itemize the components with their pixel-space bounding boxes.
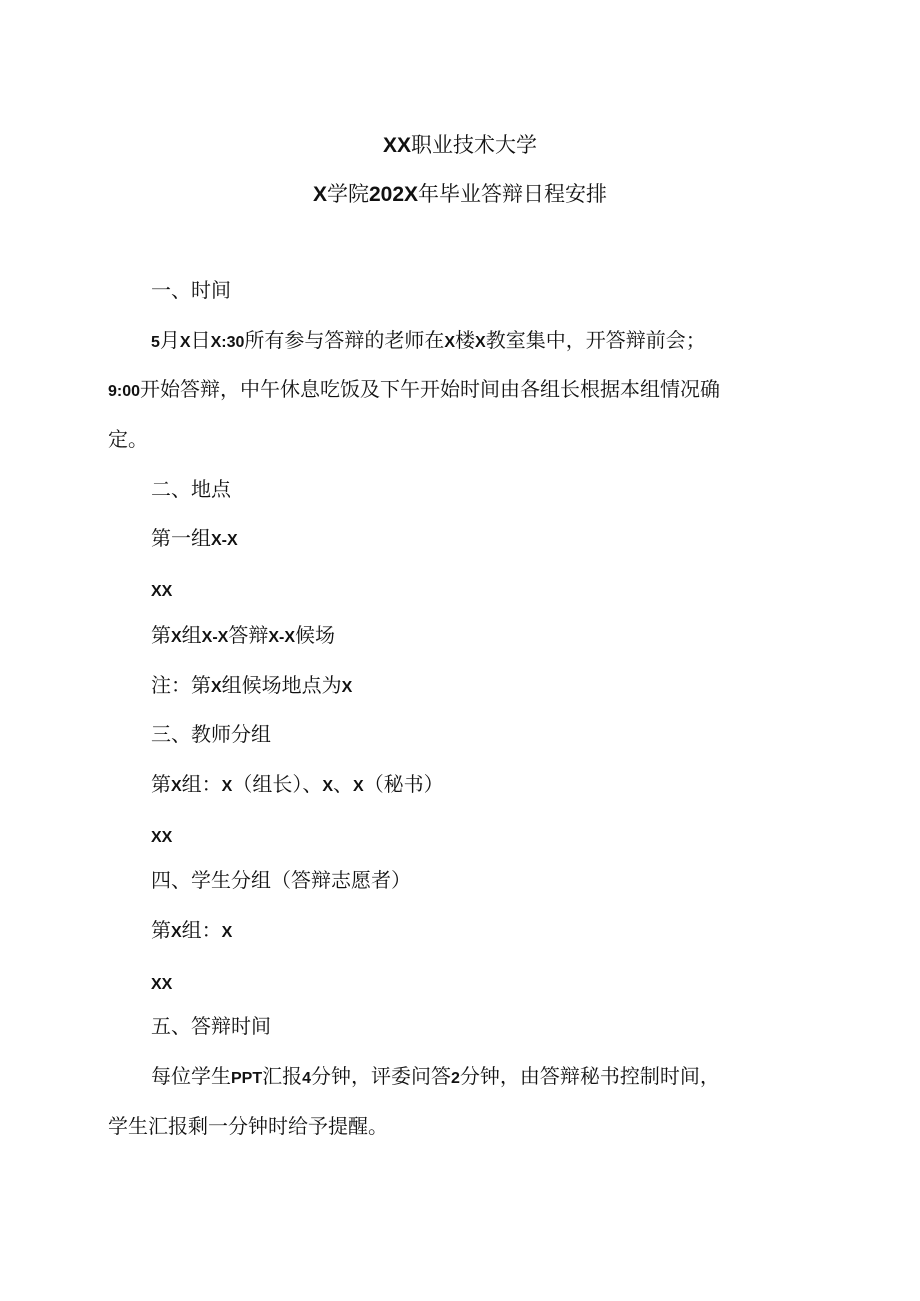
place-placeholder: XX [151,583,173,600]
text-token: X [179,334,191,351]
text-token: 分钟，由答辩秘书控制时间， [459,1064,720,1088]
text-token: 楼 [455,328,476,352]
text-token: X:30 [210,334,245,351]
document-title-line-1 [0,131,920,160]
teachers-placeholder: XX [151,829,173,846]
text-token: X [475,334,486,351]
text-token: X [444,334,456,351]
text-token: 、 [333,772,354,796]
section-time-heading: 一、时间 [151,278,231,302]
document-title-line-2 [0,180,920,209]
duration-paragraph-line-2: 学生汇报剩一分钟时给予提醒。 [108,1114,388,1138]
text-token: 第 [151,772,171,796]
section-students-heading: 四、学生分组（答辩志愿者） [151,868,411,892]
text-token: 9:00 [108,383,141,400]
section-teachers-heading: 三、教师分组 [151,722,271,746]
text-token: 答辩 [228,623,269,647]
text-token: 汇报 [262,1064,303,1088]
text-token: 候场 [295,623,336,647]
text-token: X-X [268,629,296,646]
text-token: 4 [302,1070,312,1087]
student-group-line [151,916,232,947]
text-token: PPT [231,1070,263,1087]
text-token: X [171,924,182,941]
text-token: （秘书） [363,772,444,796]
title-token: 学院 [326,182,369,206]
title-token: X [312,183,327,206]
text-token: 第 [151,623,171,647]
place-group-1 [151,524,238,555]
text-token: X [221,924,233,941]
text-token: 月 [159,328,180,352]
text-token: 第一组 [151,526,211,550]
section-place-heading: 二、地点 [151,477,231,501]
text-token: 2 [451,1070,460,1087]
section-time-paragraph-line-3: 定。 [108,427,148,451]
text-token: 5 [151,334,160,351]
text-token: X-X [201,629,229,646]
text-token: X [353,778,364,795]
text-token: （组长）、 [232,772,323,796]
text-token: 组候场地点为 [221,673,342,697]
text-token: 每位学生 [151,1064,231,1088]
section-duration-heading: 五、答辩时间 [151,1014,271,1038]
teacher-group-line [151,770,444,801]
text-token: 组 [181,623,202,647]
section-time-paragraph-line-1 [151,326,706,357]
students-placeholder: XX [151,976,173,993]
title-token: XX [382,134,411,157]
text-token: X [171,629,182,646]
text-token: X-X [211,532,238,549]
text-token: 日 [190,328,211,352]
place-note [151,671,352,702]
title-token: 职业技术大学 [411,133,537,157]
text-token: 组： [181,918,222,942]
place-group-x [151,621,335,652]
text-token: X [211,679,222,696]
text-token: X [322,778,334,795]
text-token: 第 [151,918,171,942]
title-token: 年毕业答辩日程安排 [418,182,608,206]
duration-paragraph-line-1 [151,1062,720,1093]
text-token: 分钟，评委问答 [311,1064,452,1088]
section-time-paragraph-line-2 [108,375,720,406]
text-token: X [171,778,182,795]
text-token: 注：第 [151,673,211,697]
title-token: 202X [368,183,419,206]
text-token: 教室集中，开答辩前会； [485,328,706,352]
text-token: X [341,679,353,696]
text-token: X [221,778,233,795]
text-token: 所有参与答辩的老师在 [244,328,445,352]
text-token: 开始答辩，中午休息吃饭及下午开始时间由各组长根据本组情况确 [140,377,721,401]
text-token: 组： [181,772,222,796]
